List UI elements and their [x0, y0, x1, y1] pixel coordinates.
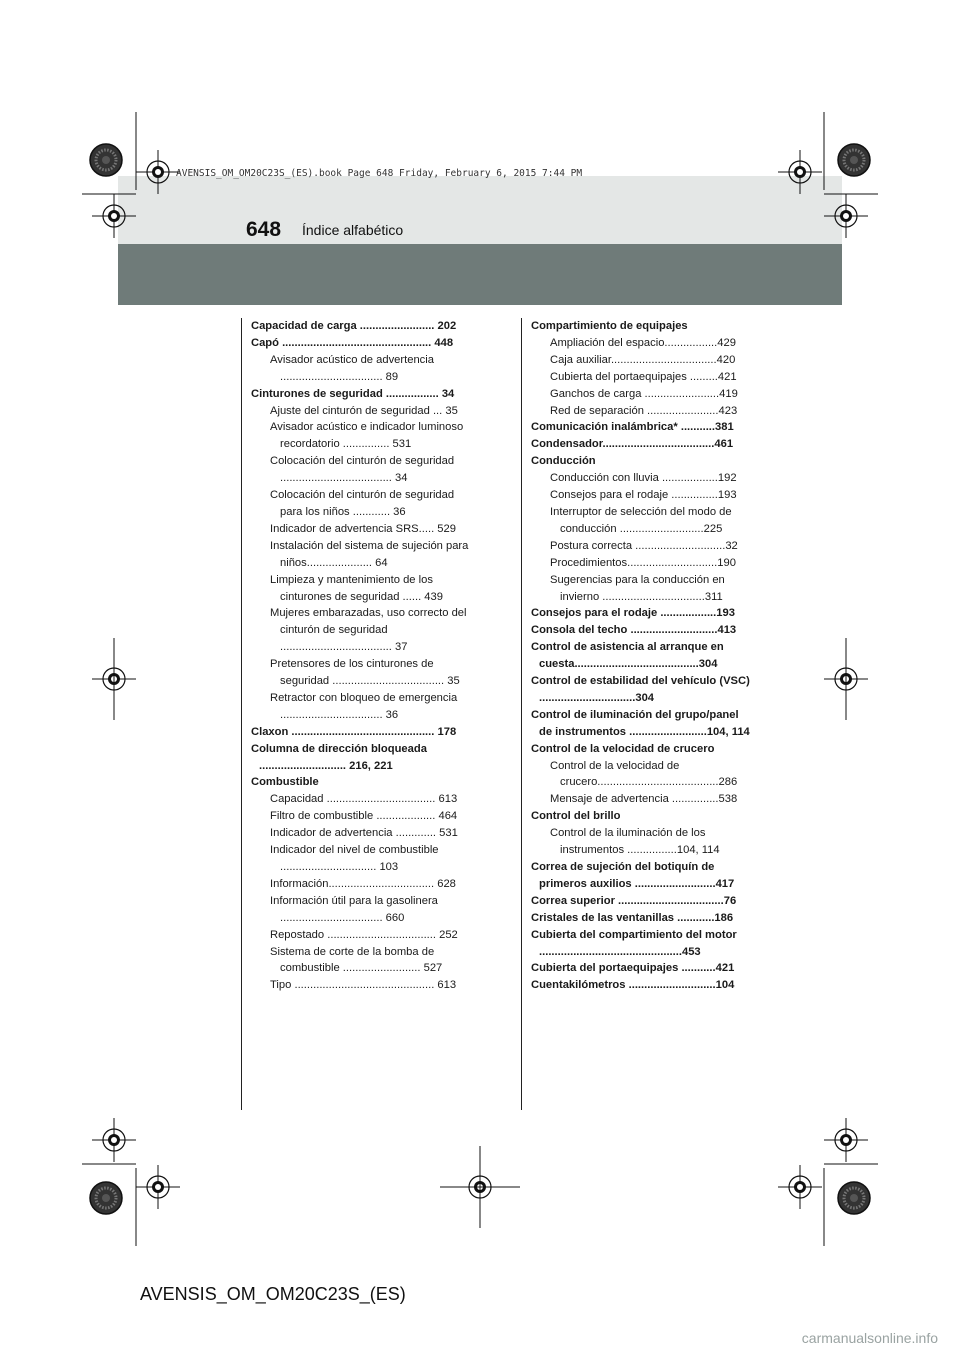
index-entry-text: Comunicación inalámbrica* ...........381: [531, 421, 734, 434]
index-entry-text: Ganchos de carga ........................419: [550, 387, 738, 400]
index-entry-text: Claxon .............................................. 178: [251, 725, 457, 738]
index-entry-text: Conducción: [531, 455, 596, 468]
index-entry-text: Consejos para el rodaje ...............193: [550, 489, 737, 502]
target-mark-bottom-right-2: [778, 1165, 822, 1209]
index-entry-text: Control de la velocidad de crucero: [531, 742, 715, 755]
index-entry-text: Control de la velocidad de crucero.......................................286: [550, 759, 738, 789]
index-entry-text: Postura correcta .............................32: [550, 539, 738, 552]
index-entry-text: Mensaje de advertencia ...............538: [550, 793, 738, 806]
index-entry-text: Indicador del nivel de combustible ............................... 103: [270, 844, 439, 873]
sunburst-mark-bottom-left: [90, 1182, 122, 1214]
index-entry-text: Mujeres embarazadas, uso correcto del cinturón de seguridad .................................... 37: [270, 607, 467, 654]
index-entry-text: Combustible: [251, 776, 319, 789]
index-entry-text: Indicador de advertencia ............. 531: [270, 827, 458, 840]
target-mark-top-left-2: [92, 194, 136, 238]
target-mark-top-right: [778, 150, 822, 194]
index-entry-text: Ajuste del cinturón de seguridad ... 35: [270, 404, 458, 417]
index-entry-text: Control de asistencia al arranque en cuesta........................................304: [531, 641, 724, 671]
index-entry-text: Sugerencias para la conducción en invierno .................................311: [550, 573, 725, 603]
watermark: carmanualsonline.info: [801, 1330, 938, 1346]
section-title: Índice alfabético: [302, 222, 404, 238]
index-entry-text: Control de la iluminación de los instrumentos ................104, 114: [550, 827, 720, 857]
index-entry-text: Correa de sujeción del botiquín de primeros auxilios ..........................417: [531, 861, 735, 890]
index-entry-text: Conducción con lluvia ..................192: [550, 472, 737, 485]
index-entry-text: Colocación del cinturón de seguridad para los niños ............ 36: [270, 489, 455, 518]
index-entry-text: Cubierta del portaequipajes .........421: [550, 370, 737, 383]
index-entry-text: Avisador acústico e indicador luminoso recordatorio ............... 531: [270, 421, 464, 451]
index-entry-text: Columna de dirección bloqueada ............................ 216, 221: [251, 742, 427, 772]
index-entry-text: Tipo ............................................. 613: [270, 979, 457, 992]
index-entry-text: Capacidad ................................... 613: [270, 793, 458, 806]
index-entry-text: Condensador....................................461: [531, 438, 734, 451]
target-mark-bottom-left-2: [136, 1165, 180, 1209]
target-mark-bottom-left: [92, 1118, 136, 1162]
index-entry-text: Información.................................. 628: [270, 877, 456, 890]
sunburst-mark-top-right: [838, 144, 870, 176]
index-entry-text: Instalación del sistema de sujeción para niños..................... 64: [270, 539, 469, 569]
index-entry-text: Interruptor de selección del modo de conducción ...........................225: [550, 505, 732, 535]
index-entry-text: Consejos para el rodaje ..................193: [531, 607, 735, 620]
index-entry-text: Información útil para la gasolinera ................................. 660: [270, 894, 438, 924]
index-entry-text: Filtro de combustible ................... 464: [270, 810, 458, 823]
index-entry-text: Sistema de corte de la bomba de combustible ......................... 527: [270, 945, 443, 975]
index-entry-text: Control de iluminación del grupo/panel de instrumentos .........................104, 114: [531, 708, 750, 738]
index-entry-text: Capacidad de carga ........................ 202: [251, 320, 457, 332]
index-entry-text: Control del brillo: [531, 810, 621, 823]
index-entry-text: Correa superior ..................................76: [531, 894, 737, 907]
book-info: AVENSIS_OM_OM20C23S_(ES).book Page 648 Friday, February 6, 2015 7:44 PM: [176, 168, 583, 179]
index-entry-text: Limpieza y mantenimiento de los cinturones de seguridad ...... 439: [270, 573, 443, 603]
target-mark-top-left: [136, 150, 180, 194]
index-entry-text: Cubierta del compartimiento del motor ..............................................453: [531, 928, 737, 958]
index-entry-text: Ampliación del espacio.................429: [550, 336, 736, 349]
index-entry-text: Consola del techo ............................413: [531, 624, 737, 637]
manual-code: AVENSIS_OM_OM20C23S_(ES): [140, 1284, 406, 1304]
index-entry-text: Cubierta del portaequipajes ...........421: [531, 962, 735, 975]
page-number: 648: [246, 218, 282, 241]
index-entry-text: Repostado ................................... 252: [270, 928, 458, 941]
index-entry-text: Colocación del cinturón de seguridad .................................... 34: [270, 455, 455, 485]
index-entry-text: Control de estabilidad del vehículo (VSC) ...............................304: [531, 675, 750, 704]
index-entry-text: Cinturones de seguridad ................. 34: [251, 387, 455, 400]
index-entry-text: Avisador acústico de advertencia ................................. 89: [270, 353, 434, 383]
index-entry-text: Retractor con bloqueo de emergencia ................................. 36: [270, 691, 458, 721]
index-entry-text: Red de separación .......................423: [550, 404, 738, 417]
target-mark-top-right-2: [824, 194, 868, 238]
index-entry-text: Pretensores de los cinturones de seguridad .................................... 35: [270, 658, 460, 688]
index-entry-text: Procedimientos.............................190: [550, 556, 736, 569]
index-entry-text: Caja auxiliar..................................420: [550, 353, 736, 366]
index-entry-text: Cristales de las ventanillas ............186: [531, 911, 734, 924]
index-entry-text: Capó ................................................ 448: [251, 336, 454, 349]
sunburst-mark-bottom-right: [838, 1182, 870, 1214]
target-mark-bottom-right: [824, 1118, 868, 1162]
index-entry-text: Cuentakilómetros ............................104: [531, 979, 735, 992]
sunburst-mark-top-left: [90, 144, 122, 176]
index-entry-text: Indicador de advertencia SRS..... 529: [270, 522, 456, 535]
index-entry-text: Compartimiento de equipajes: [531, 320, 688, 332]
